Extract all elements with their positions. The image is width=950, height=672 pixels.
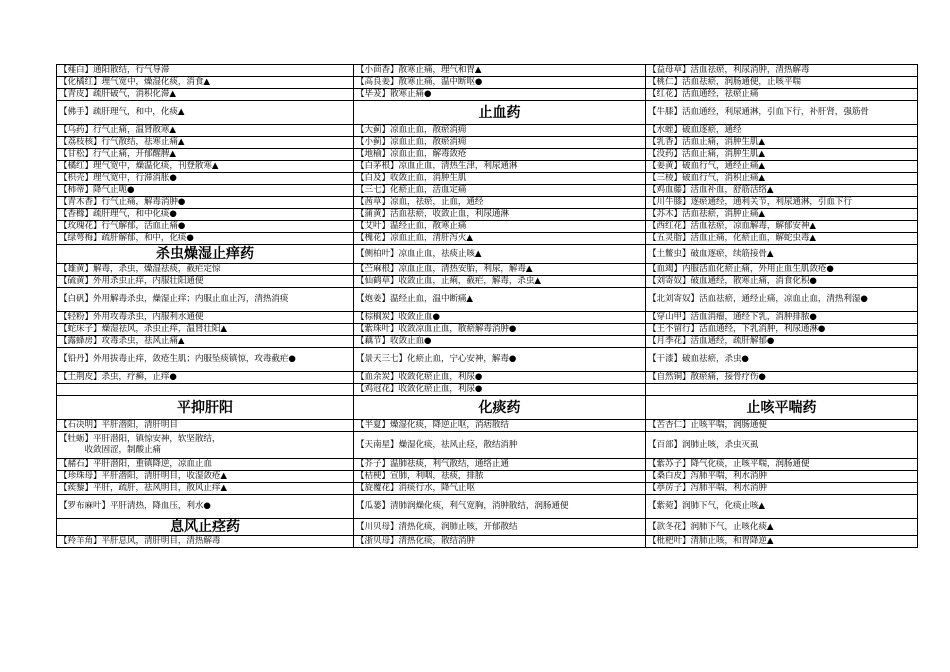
- herb-entry: 【白矾】外用解毒杀虫，燥湿止痒；内服止血止泻，清热消痰: [57, 288, 354, 312]
- table-row: [57, 149, 918, 161]
- herb-entry: 【青皮】疏肝破气，消积化滞▲: [57, 89, 354, 101]
- herb-entry: 【姜黄】破血行气，通经止痛▲: [646, 161, 918, 173]
- herb-entry: 【蒺藜】平肝，疏肝，祛风明目，散风止痒▲: [57, 483, 354, 495]
- table-row: [57, 312, 918, 324]
- herb-entry: 【绿萼梅】疏肝解郁，和中，化痰●: [57, 233, 354, 245]
- table-row: [57, 396, 918, 420]
- table-row: [57, 372, 918, 384]
- herb-entry: 【款冬花】润肺下气，止咳化痰▲: [646, 519, 918, 536]
- herb-entry: 【荔枝核】行气散结，祛寒止痛▲: [57, 137, 354, 149]
- herb-entry: 【小蓟】凉血止血，散瘀消痈: [354, 137, 646, 149]
- herb-entry: 【牡蛎】平肝潜阳，镇惊安神，软坚散结， 收敛固涩，制酸止痛: [57, 432, 354, 459]
- table-body: [57, 65, 918, 548]
- section-heading: 止血药: [354, 101, 646, 125]
- herb-entry: 【葶苈子】泻肺平喘，利水消肿: [646, 483, 918, 495]
- herb-entry: 【牛膝】活血通经，利尿通淋，引血下行，补肝肾，强筋骨: [646, 101, 918, 125]
- table-row: [57, 125, 918, 137]
- section-heading: 止咳平喘药: [646, 396, 918, 420]
- table-row: [57, 495, 918, 519]
- herb-entry: 【地榆】凉血止血，解毒敛疮: [354, 149, 646, 161]
- herb-entry: 【乳香】活血止痛，消肿生肌▲: [646, 137, 918, 149]
- section-heading: 息风止痉药: [57, 519, 354, 536]
- herb-entry: 【旋覆花】消痰行水，降气止呕: [354, 483, 646, 495]
- herb-entry: 【紫菀】润肺下气，化痰止咳▲: [646, 495, 918, 519]
- herb-entry: 【青木香】行气止痛，解毒消肿●: [57, 197, 354, 209]
- herb-entry: 【香橼】疏肝理气，和中化痰●: [57, 209, 354, 221]
- herb-entry: 【红花】活血通经，祛瘀止痛: [646, 89, 918, 101]
- table-row: [57, 336, 918, 348]
- herb-reference-table: [56, 64, 918, 548]
- herb-entry: 【柿蒂】降气止呃●: [57, 185, 354, 197]
- herb-entry: 【景天三七】化瘀止血，宁心安神，解毒●: [354, 348, 646, 372]
- section-heading: 杀虫燥湿止痒药: [57, 245, 354, 264]
- table-row: [57, 185, 918, 197]
- table-row: [57, 173, 918, 185]
- table-row: [57, 197, 918, 209]
- herb-entry: 【桃仁】活血祛瘀，润肠通便，止咳平喘: [646, 77, 918, 89]
- herb-entry: 【白茅根】凉血止血，清热生津，利尿通淋: [354, 161, 646, 173]
- herb-entry: 【自然铜】散瘀痛，接骨疗伤●: [646, 372, 918, 384]
- herb-entry: 【赭石】平肝潜阳，重镇降逆，凉血止血: [57, 459, 354, 471]
- herb-entry: 【土鳖虫】破血逐瘀，续筋接骨▲: [646, 245, 918, 264]
- herb-entry: 【王不留行】活血通经，下乳消肿，利尿通淋●: [646, 324, 918, 336]
- herb-entry: 【天南星】燥湿化痰，祛风止痉，散结消肿: [354, 432, 646, 459]
- herb-entry: 【土荆皮】杀虫，疗癣，止痒●: [57, 372, 354, 384]
- herb-entry: 【瓜蒌】清肺润燥化痰，利气宽胸，消肿散结，润肠通便: [354, 495, 646, 519]
- herb-entry: 【罗布麻叶】平肝清热，降血压，利水●: [57, 495, 354, 519]
- herb-entry: 【血余炭】收敛化瘀止血，利尿●: [354, 372, 646, 384]
- herb-entry: 【苦杏仁】止咳平喘，润肠通便: [646, 420, 918, 432]
- table-row: [57, 161, 918, 173]
- herb-entry: 【紫苏子】降气化痰，止咳平喘，润肠通便: [646, 459, 918, 471]
- herb-entry: 【三棱】破血行气，消积止痛▲: [646, 173, 918, 185]
- table-row: [57, 89, 918, 101]
- herb-entry: 【月季花】活血通经，疏肝解郁●: [646, 336, 918, 348]
- herb-entry: 【桑白皮】泻肺平喘，利水消肿: [646, 471, 918, 483]
- herb-entry: 【露蜂房】攻毒杀虫，祛风止痛▲: [57, 336, 354, 348]
- herb-entry: 【珍珠母】平肝潜阳，清肝明目，收湿敛疮▲: [57, 471, 354, 483]
- herb-entry: 【甘松】行气止痛，开郁醒脾▲: [57, 149, 354, 161]
- herb-entry: 【薤白】通阳散结，行气导滞: [57, 65, 354, 77]
- table-row: [57, 233, 918, 245]
- herb-entry: 【硫黄】外用杀虫止痒，内服壮阳通便: [57, 276, 354, 288]
- herb-entry: 【苏木】活血祛瘀，消肿止痛▲: [646, 209, 918, 221]
- herb-entry: 【白及】收敛止血，消肿生肌: [354, 173, 646, 185]
- table-row: [57, 384, 918, 396]
- herb-entry: 【毕茇】散寒止痛●: [354, 89, 646, 101]
- section-heading: 平抑肝阳: [57, 396, 354, 420]
- herb-entry: 【轻粉】外用攻毒杀虫，内服利水通便: [57, 312, 354, 324]
- herb-entry: 【没药】活血止痛，消肿生肌▲: [646, 149, 918, 161]
- herb-entry: 【藕节】收敛止血●: [354, 336, 646, 348]
- herb-entry: 【铅丹】外用拔毒止痒，敛疮生肌；内服坠痰镇惊，攻毒截疟●: [57, 348, 354, 372]
- herb-entry: 【干漆】破血祛瘀，杀虫●: [646, 348, 918, 372]
- herb-entry: 【橘红】理气宽中，燥温化痰，刊登散寒▲: [57, 161, 354, 173]
- herb-entry: 【鸡冠花】收敛化瘀止血，利尿●: [354, 384, 646, 396]
- table-row: [57, 483, 918, 495]
- table-row: [57, 519, 918, 536]
- table-row: [57, 245, 918, 264]
- table-row: [57, 536, 918, 548]
- table-row: [57, 101, 918, 125]
- herb-entry: 【鸡血藤】活血补血，舒筋活络▲: [646, 185, 918, 197]
- herb-entry: 【半夏】燥湿化痰，降逆止呕，消痞散结: [354, 420, 646, 432]
- herb-entry: 【大蓟】凉血止血，散瘀消痈: [354, 125, 646, 137]
- herb-entry: 【五灵脂】活血止痛，化瘀止血，解蛇虫毒▲: [646, 233, 918, 245]
- empty-cell: [57, 384, 354, 396]
- herb-entry: 【雄黄】解毒，杀虫，燥湿祛痰，截疟定惊: [57, 264, 354, 276]
- herb-entry: 【蒲黄】活血祛瘀，收敛止血，利尿通淋: [354, 209, 646, 221]
- herb-entry: 【茜草】凉血，祛瘀，止血，通经: [354, 197, 646, 209]
- herb-entry: 【棕榈炭】收敛止血●: [354, 312, 646, 324]
- herb-entry: 【川牛膝】逐瘀通经，通利关节，利尿通淋，引血下行: [646, 197, 918, 209]
- table-row: [57, 324, 918, 336]
- herb-entry: 【穿山甲】活血消瘤，通经下乳，消肿排脓●: [646, 312, 918, 324]
- table-row: [57, 420, 918, 432]
- herb-entry: 【枇杷叶】清肺止咳，和胃降逆▲: [646, 536, 918, 548]
- herb-entry: 【佛手】疏肝理气，和中，化痰▲: [57, 101, 354, 125]
- table-row: [57, 432, 918, 459]
- herb-entry: 【羚羊角】平肝息风，清肝明目，清热解毒: [57, 536, 354, 548]
- herb-entry: 【苎麻根】凉血止血，清热安胎，利尿，解毒▲: [354, 264, 646, 276]
- herb-entry: 【血竭】内服活血化瘀止痛，外用止血生肌敛疮●: [646, 264, 918, 276]
- herb-entry: 【石决明】平肝潜阳，清肝明目: [57, 420, 354, 432]
- herb-entry: 【槐花】凉血止血，清肝泻火▲: [354, 233, 646, 245]
- table-row: [57, 276, 918, 288]
- herb-entry: 【化橘红】理气宽中，燥湿化痰，消食▲: [57, 77, 354, 89]
- herb-entry: 【桔梗】宣肺，利咽，祛痰，排脓: [354, 471, 646, 483]
- herb-entry: 【川贝母】清热化痰，润肺止咳，开郁散结: [354, 519, 646, 536]
- table-row: [57, 264, 918, 276]
- herb-entry: 【百部】润肺止咳，杀虫灭虱: [646, 432, 918, 459]
- table-row: [57, 209, 918, 221]
- section-heading: 化痰药: [354, 396, 646, 420]
- herb-entry: 【小茴香】散寒止痛，理气和胃▲: [354, 65, 646, 77]
- table-row: [57, 137, 918, 149]
- herb-entry: 【艾叶】温经止血，散寒止痛: [354, 221, 646, 233]
- herb-entry: 【玫瑰花】行气解郁，活血止痛●: [57, 221, 354, 233]
- table-row: [57, 288, 918, 312]
- herb-entry: 【乌药】行气止痛，温肾散寒▲: [57, 125, 354, 137]
- herb-entry: 【高良姜】散寒止痛，温中断呕●: [354, 77, 646, 89]
- herb-entry: 【水蛭】破血逐瘀，通经: [646, 125, 918, 137]
- table-row: [57, 348, 918, 372]
- herb-entry: 【浙贝母】清热化痰，散结消肿: [354, 536, 646, 548]
- herb-entry: 【蛇床子】燥湿祛风，杀虫止痒，温肾壮阳▲: [57, 324, 354, 336]
- table-row: [57, 471, 918, 483]
- table-row: [57, 77, 918, 89]
- herb-entry: 【北刘寄奴】活血祛瘀，通经止痛，凉血止血，清热利湿●: [646, 288, 918, 312]
- table-row: [57, 221, 918, 233]
- herb-entry: 【三七】化瘀止血，活血定痛: [354, 185, 646, 197]
- herb-entry: 【刘寄奴】破血通经，散寒止痛，消食化积●: [646, 276, 918, 288]
- table-row: [57, 65, 918, 77]
- herb-entry: 【仙鹤草】收敛止血，止痢，截疟，解毒，杀虫▲: [354, 276, 646, 288]
- herb-entry: 【炮姜】温经止血，温中断痛▲: [354, 288, 646, 312]
- table-row: [57, 459, 918, 471]
- herb-entry: 【侧柏叶】凉血止血，祛痰止咳▲: [354, 245, 646, 264]
- herb-entry: 【枳壳】理气宽中，行滞消胀●: [57, 173, 354, 185]
- herb-entry: 【紫珠叶】收敛凉血止血，散瘀解毒消肿●: [354, 324, 646, 336]
- herb-entry: 【益母草】活血祛瘀，利尿消肿，清热解毒: [646, 65, 918, 77]
- herb-entry: 【芥子】温肺祛痰，利气散结，通络止通: [354, 459, 646, 471]
- herb-entry: 【西红花】活血祛瘀，凉血解毒，解郁安神▲: [646, 221, 918, 233]
- empty-cell: [646, 384, 918, 396]
